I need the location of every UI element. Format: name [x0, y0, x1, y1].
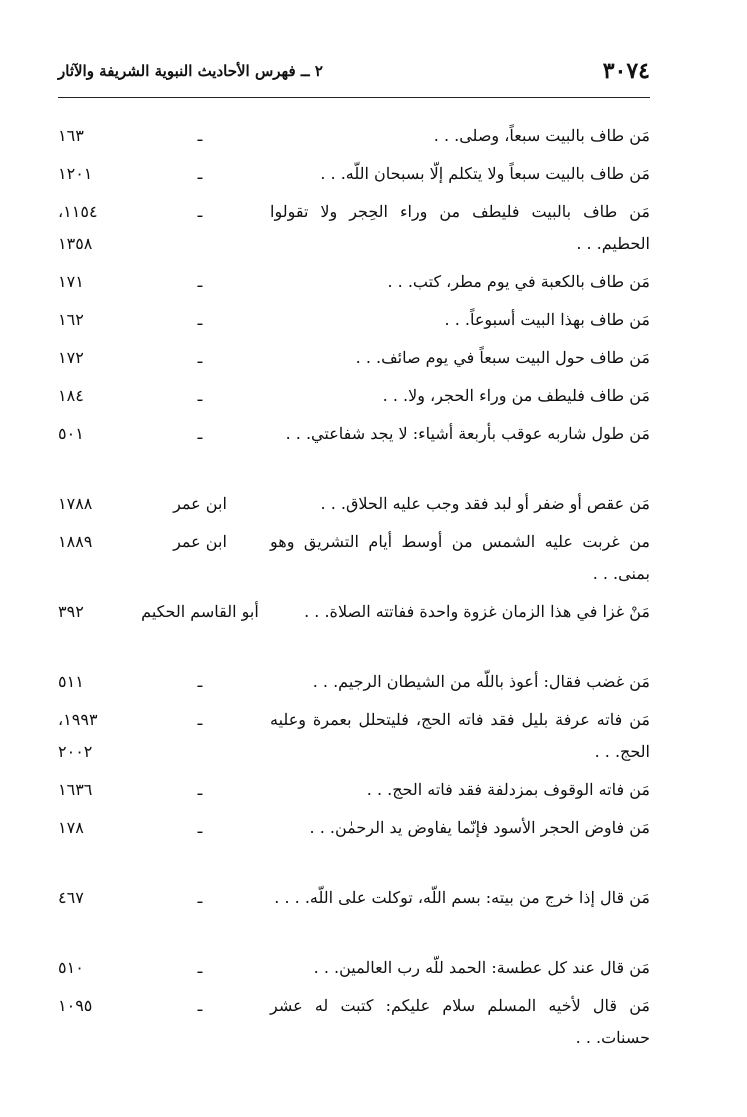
page-refs: ١٦٣٦: [58, 780, 93, 799]
index-entry: [58, 488, 650, 520]
narrator: ـ: [197, 780, 203, 799]
hadith-text: مَن قال لأخيه المسلم سلام عليكم: كتبت له عشر حسنات. . .: [270, 996, 650, 1047]
index-entry: [58, 342, 650, 374]
index-entry: [58, 596, 650, 660]
page-refs: ١٧٢: [58, 348, 84, 367]
narrator: أبو القاسم الحكيم: [141, 602, 259, 621]
narrator: ـ: [197, 888, 203, 907]
index-entry: [58, 704, 650, 768]
page-refs: ٥٠١: [58, 424, 84, 443]
narrator: ـ: [197, 996, 203, 1015]
page-refs: ١٠٩٥: [58, 996, 93, 1015]
narrator: ـ: [197, 310, 203, 329]
header-rule: [58, 97, 650, 98]
narrator: ابن عمر: [173, 532, 227, 551]
page-refs: ١٨٤: [58, 386, 84, 405]
narrator: ـ: [197, 710, 203, 729]
page-refs: ١٢٠١: [58, 164, 93, 183]
hadith-text: مَن فاوض الحجر الأسود فإنّما يفاوض يد الرحمٰن. . .: [309, 818, 650, 837]
index-entry: [58, 882, 650, 946]
page-refs: ٣٩٢: [58, 602, 84, 621]
hadith-text: مَن قال إذا خرج من بيته: بسم اللّه، توكلت على اللّه. . . .: [274, 888, 650, 907]
hadith-text: مَن طاف فليطف من وراء الحجر، ولا. . .: [382, 386, 650, 405]
hadith-text: مَن عقص أو ضفر أو لبد فقد وجب عليه الحلاق. . .: [320, 494, 650, 513]
hadith-text: مَن طاف بالكعبة في يوم مطر، كتب. . .: [387, 272, 650, 291]
page-refs: ١٦٣: [58, 126, 84, 145]
hadith-text: مَن طاف حول البيت سبعاً في يوم صائف. . .: [355, 348, 650, 367]
running-title: ٢ ــ فهرس الأحاديث النبوية الشريفة والآثار: [58, 62, 323, 80]
narrator: ـ: [197, 164, 203, 183]
hadith-text: مَن طول شاربه عوقب بأربعة أشياء: لا يجد شفاعتي. . .: [285, 424, 650, 443]
page-refs: ١٧١: [58, 272, 84, 291]
running-header: [58, 58, 650, 88]
index-entry: [58, 304, 650, 336]
index-entry: [58, 952, 650, 984]
page-refs: ١٧٨٨: [58, 494, 93, 513]
hadith-text: مَن طاف بهذا البيت أسبوعاً. . .: [444, 310, 650, 329]
page-refs: ٥١٠: [58, 958, 84, 977]
narrator: ابن عمر: [173, 494, 227, 513]
hadith-text: مَن طاف بالبيت سبعاً ولا يتكلم إلّا بسبحان اللّه. . .: [320, 164, 650, 183]
page-number: ٣٠٧٤: [602, 58, 650, 84]
page-refs: ١٨٨٩: [58, 532, 93, 551]
hadith-text: مَن فاته عرفة بليل فقد فاته الحج، فليتحلل بعمرة وعليه الحج. . .: [270, 710, 650, 761]
page-refs: ٥١١: [58, 672, 84, 691]
narrator: ـ: [197, 386, 203, 405]
index-entry: [58, 196, 650, 260]
narrator: ـ: [197, 272, 203, 291]
index-entry: [58, 158, 650, 190]
narrator: ـ: [197, 424, 203, 443]
index-entry: [58, 812, 650, 876]
index-entry: [58, 666, 650, 698]
hadith-text: مَن غضب فقال: أعوذ باللّه من الشيطان الرجيم. . .: [312, 672, 650, 691]
hadith-text: من غربت عليه الشمس من أوسط أيام التشريق وهو بمنى. . .: [270, 532, 650, 583]
index-entry: [58, 380, 650, 412]
narrator: ـ: [197, 348, 203, 367]
hadith-index-list: [58, 120, 650, 1060]
hadith-text: مَن طاف بالبيت فليطف من وراء الحِجر ولا تقولوا الحطيم. . .: [270, 202, 650, 253]
index-entry: [58, 774, 650, 806]
page-refs: ١٧٨: [58, 818, 84, 837]
index-entry: [58, 266, 650, 298]
narrator: ـ: [197, 672, 203, 691]
narrator: ـ: [197, 818, 203, 837]
hadith-text: مَن طاف بالبيت سبعاً، وصلى. . .: [433, 126, 650, 145]
index-entry: [58, 120, 650, 152]
index-entry: [58, 418, 650, 482]
page-refs: ٤٦٧: [58, 888, 84, 907]
hadith-text: مَن فاته الوقوف بمزدلفة فقد فاته الحج. . .: [366, 780, 650, 799]
hadith-text: مَن قال عند كل عطسة: الحمد للّه رب العالمين. . .: [313, 958, 650, 977]
narrator: ـ: [197, 958, 203, 977]
hadith-text: مَنْ غزا في هذا الزمان غزوة واحدة ففاتته الصلاة. . .: [304, 602, 650, 621]
page-refs: ١١٥٤، ١٣٥٨: [58, 202, 98, 253]
narrator: ـ: [197, 202, 203, 221]
index-entry: [58, 526, 650, 590]
page-refs: ١٩٩٣، ٢٠٠٢: [58, 710, 98, 761]
index-entry: [58, 990, 650, 1054]
narrator: ـ: [197, 126, 203, 145]
page-refs: ١٦٢: [58, 310, 84, 329]
